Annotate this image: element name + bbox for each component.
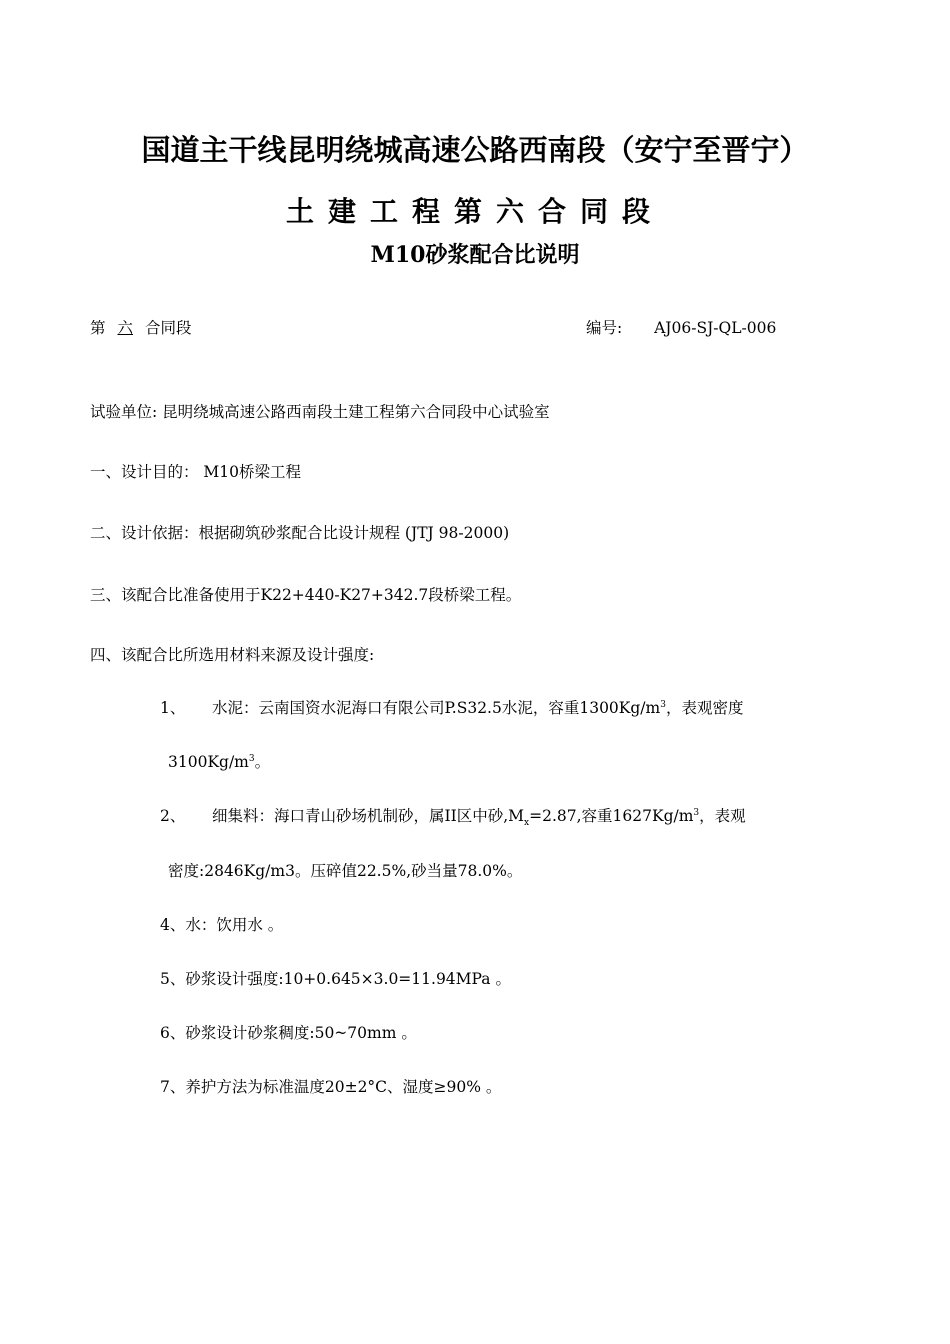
test-unit-line: 试验单位: 昆明绕城高速公路西南段土建工程第六合同段中心试验室 — [90, 403, 550, 421]
cement-density: 3100Kg/m — [168, 753, 249, 771]
usage-scope-line: 三、该配合比准备使用于K22+440-K27+342.7段桥梁工程。 — [90, 586, 522, 604]
contract-section — [90, 316, 192, 338]
code-label: 编号: — [586, 319, 623, 337]
section-number: 六 — [117, 319, 134, 337]
curing-line: 7、养护方法为标准温度20±2°C、湿度≥90% 。 — [160, 1078, 502, 1096]
cement-line-2 — [168, 750, 270, 772]
materials-heading: 四、该配合比所选用材料来源及设计强度: — [90, 646, 375, 664]
cement-text: 水泥：云南国资水泥海口有限公司P.S32.5水泥，容重1300Kg/m — [212, 699, 661, 717]
document-subtitle: 土建工程第六合同段 — [285, 195, 664, 228]
fine-aggregate-text-b: =2.87,容重1627Kg/m — [529, 807, 694, 825]
section-prefix: 第 — [90, 319, 106, 337]
cement-unit-exponent: 3 — [660, 699, 666, 710]
water-line: 4、水：饮用水 。 — [160, 916, 284, 934]
design-basis-line: 二、设计依据：根据砌筑砂浆配合比设计规程 (JTJ 98-2000) — [90, 524, 510, 542]
fine-aggregate-unit-exponent: 3 — [693, 807, 700, 818]
document-code — [586, 316, 776, 338]
section-suffix: 合同段 — [145, 319, 192, 337]
document-heading: M10砂浆配合比说明 — [370, 242, 580, 268]
fine-aggregate-text-a: 细集料：海口青山砂场机制砂，属II区中砂,M — [212, 807, 525, 825]
consistency-line: 6、砂浆设计砂浆稠度:50~70mm 。 — [160, 1024, 417, 1042]
cement-index: 1、 — [160, 699, 186, 717]
cement-line-1 — [160, 696, 743, 718]
fineness-subscript: x — [524, 818, 530, 829]
code-value: AJ06-SJ-QL-006 — [654, 319, 777, 337]
cement-density-exponent: 3 — [248, 753, 255, 764]
document-main-title: 国道主干线昆明绕城高速公路西南段（安宁至晋宁） — [141, 133, 809, 167]
fine-aggregate-line-2: 密度:2846Kg/m3。压碎值22.5%,砂当量78.0%。 — [168, 862, 523, 880]
cement-text-tail: ，表观密度 — [665, 699, 744, 717]
design-purpose-line: 一、设计目的： M10桥梁工程 — [90, 463, 302, 481]
strength-line: 5、砂浆设计强度:10+0.645×3.0=11.94MPa 。 — [160, 970, 511, 988]
fine-aggregate-index: 2、 — [160, 807, 186, 825]
cement-density-tail: 。 — [254, 753, 271, 771]
fine-aggregate-text-tail: ，表观 — [699, 807, 746, 825]
fine-aggregate-line-1 — [160, 804, 746, 829]
